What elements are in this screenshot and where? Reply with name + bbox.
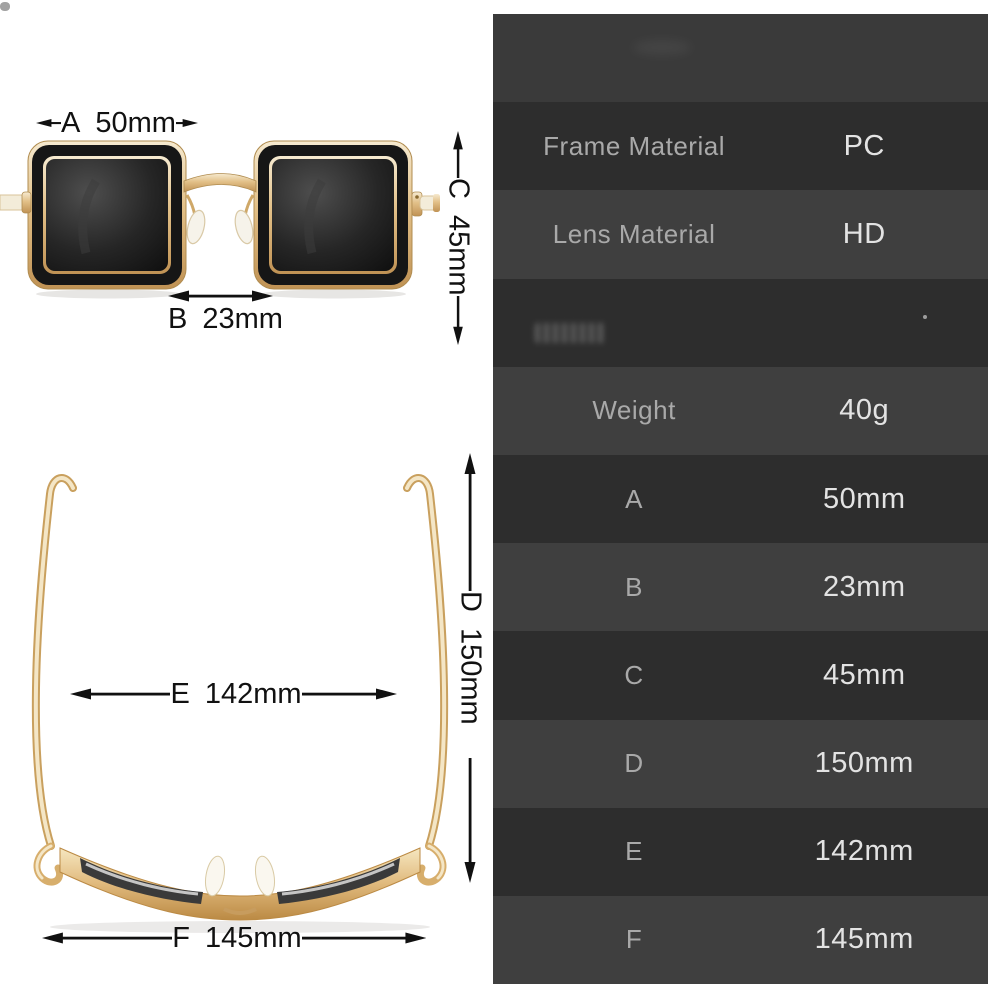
dim-e-text [170, 678, 302, 711]
spec-row-f [493, 896, 988, 984]
spec-row-e [493, 808, 988, 896]
spec-value: 142mm [814, 835, 914, 868]
spec-value: 150mm [814, 747, 914, 780]
dim-e-letter: E [170, 677, 190, 710]
spec-label: Frame Material [543, 130, 725, 161]
arrow-up-icon [462, 453, 478, 591]
dim-c-text [442, 178, 475, 296]
dim-b-arrow [168, 288, 273, 304]
dim-e-value: 142mm [204, 677, 302, 710]
arrow-right-icon [302, 686, 397, 702]
dim-c [440, 131, 476, 345]
spec-row-d [493, 720, 988, 808]
dim-d-text [454, 591, 487, 758]
spec-row-a [493, 455, 988, 543]
spec-label: D [624, 748, 644, 779]
dim-f-value: 145mm [204, 921, 302, 954]
spec-value: 23mm [822, 570, 906, 603]
spec-row-censored [493, 279, 988, 367]
dim-a-letter: A [61, 106, 81, 139]
dim-d-letter: D [454, 591, 487, 612]
faint-smudge [633, 40, 691, 55]
spec-row-blank-header [493, 14, 988, 102]
arrow-left-icon [42, 930, 172, 946]
dim-a-text [61, 107, 176, 140]
spec-label: Lens Material [552, 218, 716, 249]
spec-label: Weight [592, 395, 676, 426]
spec-row-c [493, 631, 988, 719]
spec-label: C [624, 659, 644, 690]
dim-a [36, 106, 198, 140]
censored-text-blur [535, 323, 607, 343]
dim-e [70, 677, 397, 711]
dim-b [168, 303, 283, 336]
arrow-right-icon [176, 115, 198, 131]
corner-artifact [0, 2, 10, 11]
spec-label: F [625, 924, 643, 955]
arrow-up-icon [450, 131, 466, 178]
dim-f-letter: F [172, 921, 190, 954]
arrow-right-icon [302, 930, 426, 946]
dim-f-text [172, 922, 301, 955]
dim-c-letter: C [442, 178, 475, 200]
dim-d-value: 150mm [454, 627, 487, 725]
dim-b-value: 23mm [202, 303, 283, 335]
white-speck [923, 315, 927, 319]
arrow-left-icon [70, 686, 170, 702]
spec-label: B [625, 571, 643, 602]
dim-c-value: 45mm [442, 215, 475, 296]
arrow-down-icon [450, 296, 466, 345]
spec-value: HD [842, 217, 886, 250]
spec-row-lens-material [493, 190, 988, 278]
sunglasses-front-view [0, 139, 446, 301]
arrow-down-icon [462, 758, 478, 883]
spec-row-b [493, 543, 988, 631]
spec-value: 50mm [822, 482, 906, 515]
spec-row-frame-material [493, 102, 988, 190]
spec-label: E [625, 836, 643, 867]
spec-value: 145mm [814, 923, 914, 956]
dim-d [452, 453, 488, 883]
spec-value: PC [843, 129, 885, 162]
spec-label: A [625, 483, 643, 514]
spec-value: 45mm [822, 658, 906, 691]
spec-row-weight [493, 367, 988, 455]
spec-table [493, 14, 988, 984]
dim-f [42, 921, 426, 955]
dim-a-value: 50mm [95, 106, 176, 139]
dim-b-letter: B [168, 303, 188, 335]
arrow-left-icon [36, 115, 61, 131]
spec-value: 40g [839, 394, 890, 427]
